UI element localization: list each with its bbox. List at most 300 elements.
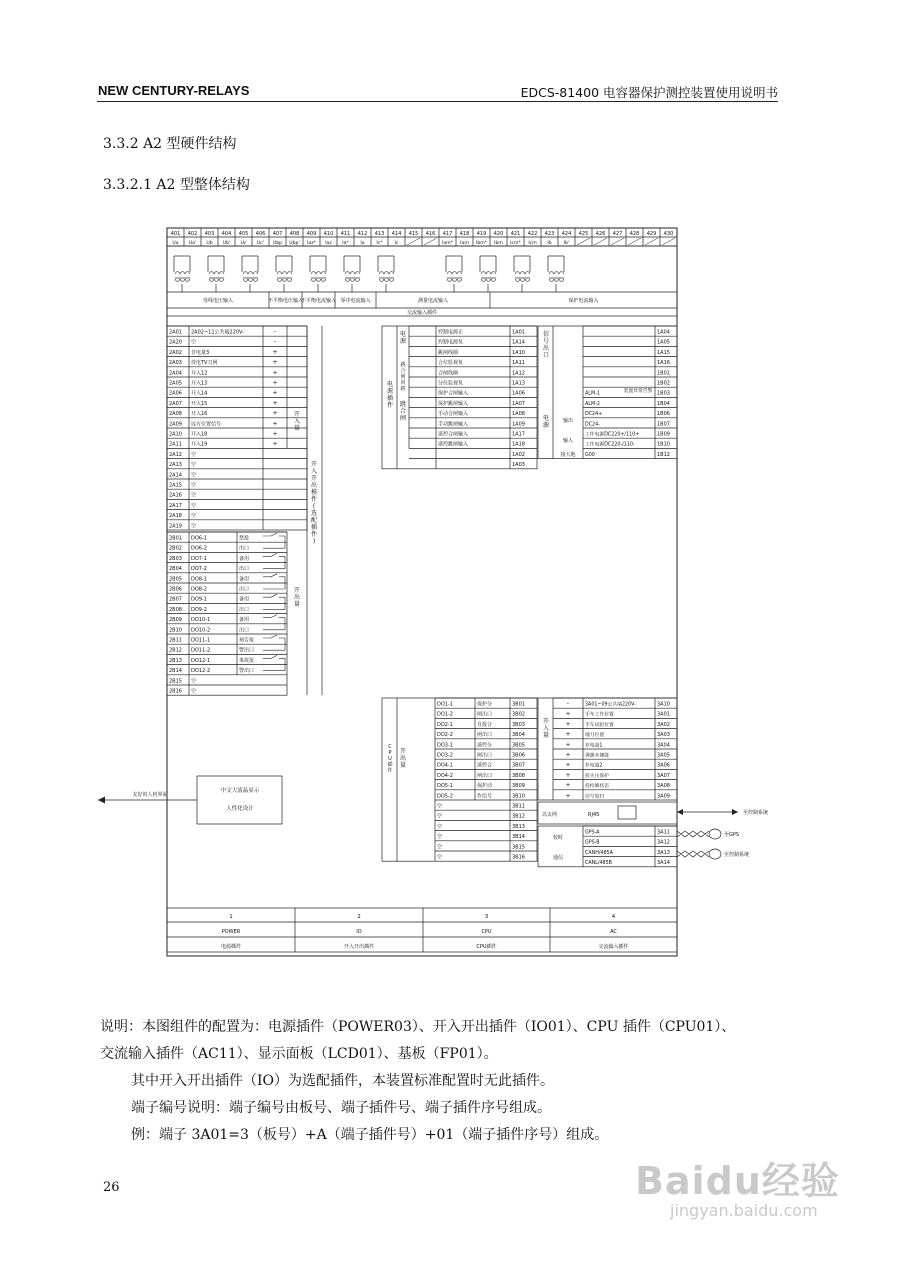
cpu-in-terminal: 3A03	[657, 732, 670, 739]
to-control-label-2: 至控制系统	[724, 852, 750, 858]
power-terminal-id: 1A17	[512, 431, 525, 438]
io-out-function: 禁投	[239, 535, 250, 542]
top-signal-label: Ic	[394, 241, 399, 246]
power-side-label: 合	[400, 368, 406, 374]
top-group-label: 母线电压输入	[202, 298, 234, 304]
io-signal-name: 空	[191, 339, 197, 346]
io-out-signal: DO6-2	[191, 545, 207, 552]
coil-winding	[287, 279, 292, 282]
cpu-in-terminal: 3A09	[657, 793, 670, 800]
coil-winding	[452, 279, 457, 282]
top-group-label: 测量电流输入	[417, 298, 449, 304]
io-out-signal: 空	[191, 688, 197, 695]
cpu-in-polarity: +	[565, 761, 571, 769]
coil-winding	[209, 272, 214, 275]
io-signal-name: 开入13	[191, 380, 208, 387]
cpu-in-polarity: +	[565, 751, 571, 759]
relay-contact-symbol	[263, 635, 285, 650]
cpu-plugin-label: C	[388, 744, 392, 750]
io-polarity: +	[272, 379, 278, 387]
io-terminal-id: 2A02	[169, 349, 182, 356]
cpu-out-signal: 空	[437, 823, 443, 830]
io-out-terminal-id: 2B02	[169, 545, 182, 552]
cpu-out-terminal: 3B08	[512, 772, 525, 779]
io-out-function: 事故报	[239, 657, 255, 664]
footer-slot-code: CPU	[481, 929, 492, 935]
cpu-in-polarity: -	[566, 700, 570, 708]
coil-winding	[384, 279, 389, 282]
diagram-line	[645, 238, 658, 245]
cpu-in-signal: 手车试验位置	[585, 722, 614, 728]
io-signal-name: 开入19	[191, 441, 208, 448]
cpu-out-signal: DO1-2	[437, 711, 453, 718]
io-out-terminal-id: 2B10	[169, 627, 182, 634]
io-out-signal: DO8-1	[191, 576, 207, 583]
cpu-out-signal: DO5-1	[437, 783, 453, 790]
top-signal-label: Ib'	[563, 241, 570, 246]
cpu-in-terminal: 3A10	[657, 701, 670, 708]
ground-label: 接大地	[560, 452, 576, 458]
top-terminal-number: 422	[527, 231, 538, 237]
alarm-label: 装置异常告警	[623, 389, 653, 394]
cpu-out-terminal: 3B05	[512, 742, 525, 749]
top-signal-label: Ia	[360, 241, 365, 246]
cpu-in-signal: 投检修状态	[585, 784, 609, 790]
io-out-terminal-id: 2B06	[169, 586, 182, 593]
top-terminal-number: 406	[255, 231, 266, 237]
power-right-signal: DC24-	[585, 422, 600, 428]
cpu-in-terminal: 3A02	[657, 721, 670, 728]
coil-winding	[389, 272, 394, 275]
coil-winding	[219, 272, 224, 275]
io-out-terminal-id: 2B15	[169, 678, 182, 685]
cpu-in-signal: 3A01~09公共端220V-	[585, 702, 636, 708]
io-signal-name: 开入18	[191, 431, 208, 438]
cpu-plugin-label: 件	[387, 768, 393, 774]
diagram-box	[197, 776, 282, 824]
io-output-side-label: 开	[293, 587, 301, 594]
signal-out-label: 出	[542, 345, 550, 352]
cpu-out-signal: 空	[437, 854, 443, 861]
top-signal-label: Ibm*	[475, 241, 488, 246]
top-signal-label: Uc'	[256, 241, 265, 246]
cpu-out-signal: DO3-1	[437, 742, 453, 749]
relay-contact-symbol	[263, 594, 285, 609]
cpu-in-signal: 弹簧未储能	[585, 753, 609, 759]
twisted-pair	[677, 851, 709, 857]
diagram-line	[662, 238, 675, 245]
io-out-terminal-id: 2B04	[169, 566, 182, 573]
top-signal-label: Iam	[460, 241, 469, 246]
io-out-signal: DO7-2	[191, 566, 207, 573]
power-side-label: 跳	[399, 401, 407, 408]
top-terminal-number: 410	[323, 231, 334, 237]
input-label: 输入	[562, 438, 574, 444]
io-plugin-side-label: 模	[310, 489, 318, 496]
power-side-label: 闸	[399, 415, 407, 422]
io-out-function: 警出口	[239, 647, 255, 654]
cpu-out-signal: DO1-1	[437, 701, 453, 708]
io-terminal-id: 2A15	[169, 482, 182, 489]
io-plugin-side-label: (	[312, 503, 316, 510]
io-out-signal: DO12-2	[191, 668, 211, 675]
io-polarity: +	[272, 410, 278, 418]
communication-label: 通信	[552, 855, 564, 861]
watermark-url: jingyan.baidu.com	[670, 1201, 818, 1220]
coil-winding	[316, 279, 321, 282]
top-signal-label: Ua'	[188, 241, 197, 246]
io-input-side-label: 入	[293, 418, 301, 425]
signal-out-label: 口	[542, 352, 550, 359]
power-signal-name: 合闸线圈	[438, 370, 459, 377]
top-terminal-number: 426	[595, 231, 606, 237]
coil-winding	[345, 279, 350, 282]
coil-winding	[243, 272, 248, 275]
coil-winding	[384, 272, 389, 275]
io-out-signal: DO9-2	[191, 606, 207, 613]
top-terminal-number: 418	[459, 231, 470, 237]
ethernet-label: 以太网	[542, 812, 558, 818]
io-output-side-label: 量	[293, 601, 301, 608]
coil-winding	[486, 279, 491, 282]
power-terminal-id: 1A02	[512, 451, 525, 458]
power-signal-name: 保护跳闸输入	[438, 400, 469, 407]
power-right-signal: 工作电源DC220-/110-	[585, 442, 635, 448]
cpu-in-polarity: +	[565, 782, 571, 790]
top-signal-label: Ic*	[376, 241, 383, 246]
power-side-label: 电	[399, 331, 407, 338]
relay-contact-symbol	[263, 574, 285, 589]
power-right-signal: 工作电源DC220+/110+	[585, 432, 640, 438]
note-line-5: 例：端子 3A01=3（板号）+A（端子插件号）+01（端子插件序号）组成。	[131, 1127, 609, 1143]
top-terminal-number: 421	[510, 231, 521, 237]
cpu-in-polarity: +	[565, 731, 571, 739]
power-label: 源	[542, 422, 550, 429]
power-right-terminal: 1B07	[657, 421, 670, 428]
io-terminal-id: 2A18	[169, 513, 182, 520]
top-terminal-number: 413	[374, 231, 385, 237]
cpu-out-function: 闸出口	[477, 772, 493, 779]
power-right-terminal: 1B12	[657, 451, 670, 458]
coil-winding	[321, 272, 326, 275]
power-terminal-id: 1A07	[512, 400, 525, 407]
comm-signal: GPS-B	[585, 840, 600, 846]
cpu-in-terminal: 3A05	[657, 752, 670, 759]
io-out-signal: DO12-1	[191, 657, 211, 664]
cpu-out-signal: DO2-2	[437, 732, 453, 739]
top-terminal-number: 402	[187, 231, 198, 237]
top-terminal-number: 429	[646, 231, 657, 237]
top-group-label: 不平衡电压输入	[267, 298, 304, 304]
cpu-out-signal: DO4-2	[437, 772, 453, 779]
signal-out-label: 号	[542, 338, 550, 345]
footer-slot-code: POWER	[221, 929, 241, 935]
top-terminal-number: 405	[238, 231, 249, 237]
note-line-3: 其中开入开出插件（IO）为选配插件，本装置标准配置时无此插件。	[131, 1073, 555, 1089]
cpu-out-function: 自投合	[477, 721, 493, 728]
diagram-line	[424, 238, 437, 245]
coil-winding	[554, 272, 559, 275]
cpu-out-signal: 空	[437, 844, 443, 851]
comm-signal: CANH/485A	[585, 850, 613, 856]
coil-winding	[452, 272, 457, 275]
io-plugin-side-label: 开	[310, 475, 318, 482]
io-out-signal: 空	[191, 678, 197, 685]
coil-winding	[277, 279, 282, 282]
io-out-terminal-id: 2B11	[169, 637, 182, 644]
io-signal-name: 远方位置信号	[191, 421, 222, 428]
io-out-function: 备用	[239, 617, 250, 624]
power-plugin-label: 电	[386, 381, 394, 388]
io-plugin-side-label: 件	[310, 531, 318, 538]
coil-winding	[457, 279, 462, 282]
power-right-terminal: 1A05	[657, 339, 670, 346]
signal-out-label: 信	[542, 331, 550, 338]
power-terminal-id: 1A11	[512, 360, 525, 367]
io-polarity: +	[272, 359, 278, 367]
diagram-box	[538, 802, 677, 824]
footer-slot-number: 4	[611, 914, 616, 920]
cpu-out-function: 保护动	[477, 783, 493, 790]
cpu-input-label: 开	[542, 718, 550, 725]
io-out-function: 出口	[239, 566, 250, 573]
footer-slot-name: CPU插件	[476, 944, 497, 950]
io-terminal-id: 2A10	[169, 431, 182, 438]
cpu-out-terminal: 3B14	[512, 834, 525, 841]
io-out-terminal-id: 2B05	[169, 576, 182, 583]
io-plugin-side-label: 插	[310, 524, 318, 531]
io-out-signal: DO10-1	[191, 617, 211, 624]
cpu-in-signal: 手车工作位置	[585, 712, 614, 718]
power-terminal-id: 1A08	[512, 411, 525, 418]
top-signal-label: Iaz*	[307, 241, 316, 246]
power-plugin-label: 源	[386, 388, 394, 395]
io-terminal-id: 2A19	[169, 523, 182, 530]
cpu-in-signal: 地刀位置	[585, 733, 605, 739]
power-terminal-id: 1A18	[512, 441, 525, 448]
io-polarity: -	[273, 338, 277, 346]
power-right-terminal: 1B02	[657, 380, 670, 387]
io-plugin-side-label: 选	[310, 510, 318, 517]
io-out-function: 出口	[239, 545, 250, 552]
coil-winding	[180, 272, 185, 275]
top-terminal-number: 430	[663, 231, 674, 237]
cpu-out-function: 遥控合	[477, 762, 493, 769]
to-control-label-1: 至控制系统	[743, 810, 769, 816]
io-terminal-id: 2A06	[169, 390, 182, 397]
io-signal-name: 非电量3	[191, 349, 210, 356]
power-side-label: 合	[399, 408, 407, 415]
coil-winding	[287, 272, 292, 275]
coil-winding	[379, 272, 384, 275]
coil-winding	[520, 272, 525, 275]
comm-signal: GPS-A	[585, 830, 600, 836]
power-terminal-id: 1A14	[512, 339, 525, 346]
coil-winding	[549, 279, 554, 282]
io-out-terminal-id: 2B16	[169, 688, 182, 695]
cpu-in-polarity: +	[565, 741, 571, 749]
cpu-out-signal: DO4-1	[437, 762, 453, 769]
top-terminal-number: 401	[170, 231, 181, 237]
arrow-head	[732, 809, 738, 815]
power-right-terminal: 1B04	[657, 400, 670, 407]
io-out-function: 备用	[239, 555, 250, 562]
coil-winding	[282, 272, 287, 275]
power-signal-name: 保护合闸输入	[438, 390, 469, 397]
io-plugin-side-label: 开	[310, 461, 318, 468]
power-right-terminal: 1B06	[657, 411, 670, 418]
io-terminal-id: 2A03	[169, 360, 182, 367]
cpu-out-terminal: 3B12	[512, 813, 525, 820]
coil-winding	[491, 279, 496, 282]
cpu-in-signal: 投失压保护	[585, 773, 609, 779]
coil-winding	[515, 272, 520, 275]
cpu-plugin-label: U	[388, 756, 392, 762]
power-terminal-id: 1A06	[512, 390, 525, 397]
comm-terminal: 3A11	[657, 829, 670, 836]
io-plugin-side-label: )	[312, 538, 316, 545]
page-number: 26	[103, 1180, 120, 1195]
header-rule	[97, 101, 778, 102]
watermark-logo: Baidu经验	[635, 1159, 840, 1203]
diagram-line	[628, 238, 641, 245]
cpu-out-terminal: 3B16	[512, 854, 525, 861]
top-terminal-number: 419	[476, 231, 487, 237]
io-polarity: +	[272, 369, 278, 377]
cpu-out-terminal: 3B07	[512, 762, 525, 769]
header-brand: NEW CENTURY-RELAYS	[98, 83, 250, 98]
coil-winding	[515, 279, 520, 282]
cpu-out-terminal: 3B03	[512, 721, 525, 728]
power-right-signal: ALM-2	[585, 401, 600, 407]
relay-contact-symbol	[263, 553, 285, 568]
power-right-terminal: 1A04	[657, 329, 670, 336]
io-terminal-id: 2A13	[169, 462, 182, 469]
coil-winding	[311, 279, 316, 282]
cpu-out-terminal: 3B15	[512, 844, 525, 851]
footer-slot-code: AC	[610, 929, 617, 935]
cpu-plugin-label: 插	[387, 762, 393, 768]
io-out-function: 备用	[239, 596, 250, 603]
coil-winding	[350, 279, 355, 282]
footer-slot-name: 电源插件	[220, 944, 242, 950]
time-sync-label: 校时	[552, 835, 564, 841]
power-terminal-id: 1A13	[512, 380, 525, 387]
top-signal-label: Ibm	[494, 241, 503, 246]
footer-slot-number: 2	[357, 914, 361, 920]
cpu-output-label: 量	[399, 762, 407, 769]
io-polarity: +	[272, 440, 278, 448]
top-terminal-number: 428	[629, 231, 640, 237]
io-terminal-id: 2A09	[169, 421, 182, 428]
coil-winding	[282, 279, 287, 282]
io-signal-name: 空	[191, 482, 197, 489]
io-out-signal: DO9-1	[191, 596, 207, 603]
power-right-signal: ALM-1	[585, 391, 600, 397]
header-doc-title: EDCS-81400 电容器保护测控装置使用说明书	[520, 85, 778, 100]
top-terminal-number: 420	[493, 231, 504, 237]
top-signal-label: Icm*	[510, 241, 521, 246]
top-terminal-number: 425	[578, 231, 589, 237]
cpu-in-polarity: +	[565, 771, 571, 779]
hmi-arrow-label: 友好的人机界面	[132, 792, 168, 798]
coil-winding	[447, 279, 452, 282]
footer-slot-number: 1	[229, 914, 233, 920]
io-out-terminal-id: 2B07	[169, 596, 182, 603]
power-right-terminal: 1B10	[657, 441, 670, 448]
hardware-diagram	[90, 222, 769, 962]
io-terminal-id: 2A08	[169, 411, 182, 418]
cpu-out-function: 作信号	[477, 793, 493, 800]
cpu-out-signal: DO2-1	[437, 721, 453, 728]
coil-winding	[457, 272, 462, 275]
io-terminal-id: 2A04	[169, 370, 182, 377]
rj45-label: RJ45	[588, 812, 600, 818]
io-terminal-id: 2A14	[169, 472, 182, 479]
io-out-signal: DO7-1	[191, 555, 207, 562]
cpu-in-polarity: +	[565, 710, 571, 718]
diagram-box	[167, 246, 677, 316]
cpu-out-terminal: 3B10	[512, 793, 525, 800]
top-terminal-number: 404	[221, 231, 232, 237]
diagram-line	[611, 238, 624, 245]
section-heading: 3.3.2 A2 型硬件结构	[103, 136, 237, 152]
io-out-terminal-id: 2B12	[169, 647, 182, 654]
coil-winding	[316, 272, 321, 275]
top-signal-label: Uc	[240, 241, 247, 246]
top-terminal-number: 416	[425, 231, 436, 237]
io-signal-name: 空	[191, 462, 197, 469]
io-terminal-id: 2A07	[169, 400, 182, 407]
io-out-function: 预告报	[239, 637, 255, 644]
cpu-in-signal: 非电量1	[585, 743, 603, 749]
diagram-line	[594, 238, 607, 245]
power-terminal-id: 1A10	[512, 349, 525, 356]
connector-shape	[709, 849, 721, 859]
top-group-label: 不平衡电流输入	[300, 298, 337, 304]
power-terminal-id: 1A01	[512, 329, 525, 336]
lcd-label-2: 人性化设计	[226, 806, 254, 812]
power-signal-name: 控制电源正	[438, 329, 464, 336]
top-signal-label: Ia*	[342, 241, 349, 246]
power-plugin-label: 件	[386, 402, 394, 409]
io-signal-name: 放电TV刀闸	[191, 360, 218, 367]
power-side-label: 跳	[400, 362, 406, 368]
io-terminal-id: 2A11	[169, 441, 182, 448]
coil-winding	[214, 279, 219, 282]
coil-winding	[554, 279, 559, 282]
top-terminal-number: 427	[612, 231, 623, 237]
top-terminal-number: 417	[442, 231, 453, 237]
comm-terminal: 3A12	[657, 839, 670, 846]
io-polarity: +	[272, 348, 278, 356]
coil-winding	[311, 272, 316, 275]
io-out-terminal-id: 2B01	[169, 535, 182, 542]
top-terminal-number: 423	[544, 231, 555, 237]
cpu-input-label: 量	[542, 732, 550, 739]
io-out-signal: DO6-1	[191, 535, 207, 542]
coil-winding	[185, 272, 190, 275]
coil-winding	[321, 279, 326, 282]
io-signal-name: 开入15	[191, 400, 208, 407]
note-line-4: 端子编号说明：端子编号由板号、端子插件号、端子插件序号组成。	[131, 1100, 551, 1116]
comm-terminal: 3A14	[657, 860, 670, 867]
coil-winding	[209, 279, 214, 282]
io-terminal-id: 2A01	[169, 329, 182, 336]
top-signal-label: Ub	[206, 241, 213, 246]
top-terminal-number: 407	[272, 231, 283, 237]
top-signal-label: Ib	[547, 241, 552, 246]
